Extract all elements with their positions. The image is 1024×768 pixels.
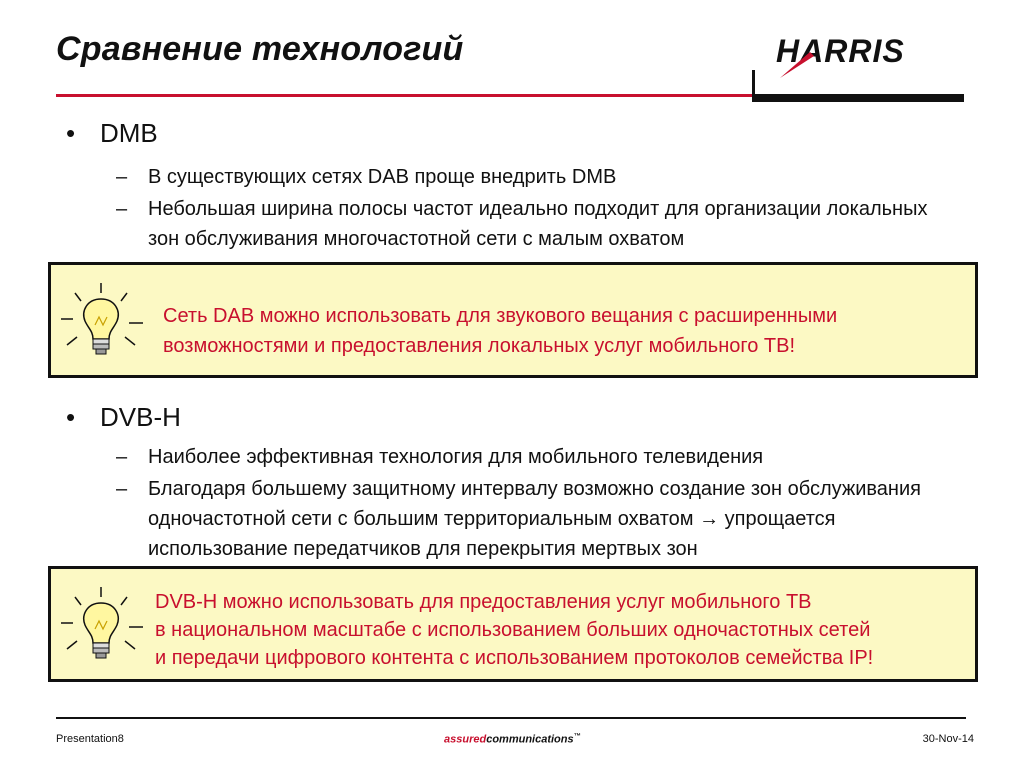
footer-date: 30-Nov-14 <box>922 733 974 745</box>
callout-dab <box>48 262 978 378</box>
footer-tagline-accent: assured <box>444 733 487 746</box>
dmb-item-text: В существующих сетях DAB проще внедрить DMB <box>148 166 617 188</box>
callout-line: в национальном масштабе с использованием больших одночастотных сетей <box>155 619 871 641</box>
harris-logo <box>770 30 950 84</box>
footer-tagline <box>444 733 581 746</box>
dmb-item-text: Небольшая ширина полосы частот идеально подходит для организации локальных зон обслуживания многочастотной сети с малым охватом <box>148 198 928 250</box>
trademark-mark: ™ <box>573 733 581 740</box>
footer-presentation-name: Presentation8 <box>56 733 124 745</box>
footer-tagline-rest: communications <box>486 733 574 746</box>
callout-line: возможностями и предоставления локальных услуг мобильного ТВ! <box>163 335 796 357</box>
callout-line: и передачи цифрового контента с использованием протоколов семейства IP! <box>155 647 874 669</box>
dash-glyph: – <box>116 198 128 220</box>
bullet-glyph: • <box>66 118 76 148</box>
bullet-glyph: • <box>66 402 76 432</box>
lightbulb-icon <box>59 279 143 363</box>
logo-text: HARRIS <box>776 33 905 69</box>
title-underline <box>56 94 752 97</box>
footer-rule <box>56 717 966 719</box>
slide-title: Сравнение технологий <box>56 30 464 68</box>
callout-line: DVB-H можно использовать для предоставления услуг мобильного ТВ <box>155 591 812 613</box>
dash-glyph: – <box>116 478 128 500</box>
callout-dvbh <box>48 566 978 682</box>
dvbh-item-text: Наиболее эффективная технология для мобильного телевидения <box>148 446 764 468</box>
callout-line: Сеть DAB можно использовать для звукового вещания с расширенными <box>163 305 838 327</box>
dvbh-item-text: Благодаря большему защитному интервалу возможно создание зон обслуживания одночастотной сети с большим территориальным охватом → упрощается использование передатчиков для перекрытия мертвых зон <box>148 478 921 560</box>
title-underline-dark <box>752 94 964 102</box>
dash-glyph: – <box>116 446 128 468</box>
bullet-heading: DMB <box>100 118 158 148</box>
lightbulb-icon <box>59 583 143 667</box>
dash-glyph: – <box>116 166 128 188</box>
bullet-heading: DVB-H <box>100 402 181 432</box>
